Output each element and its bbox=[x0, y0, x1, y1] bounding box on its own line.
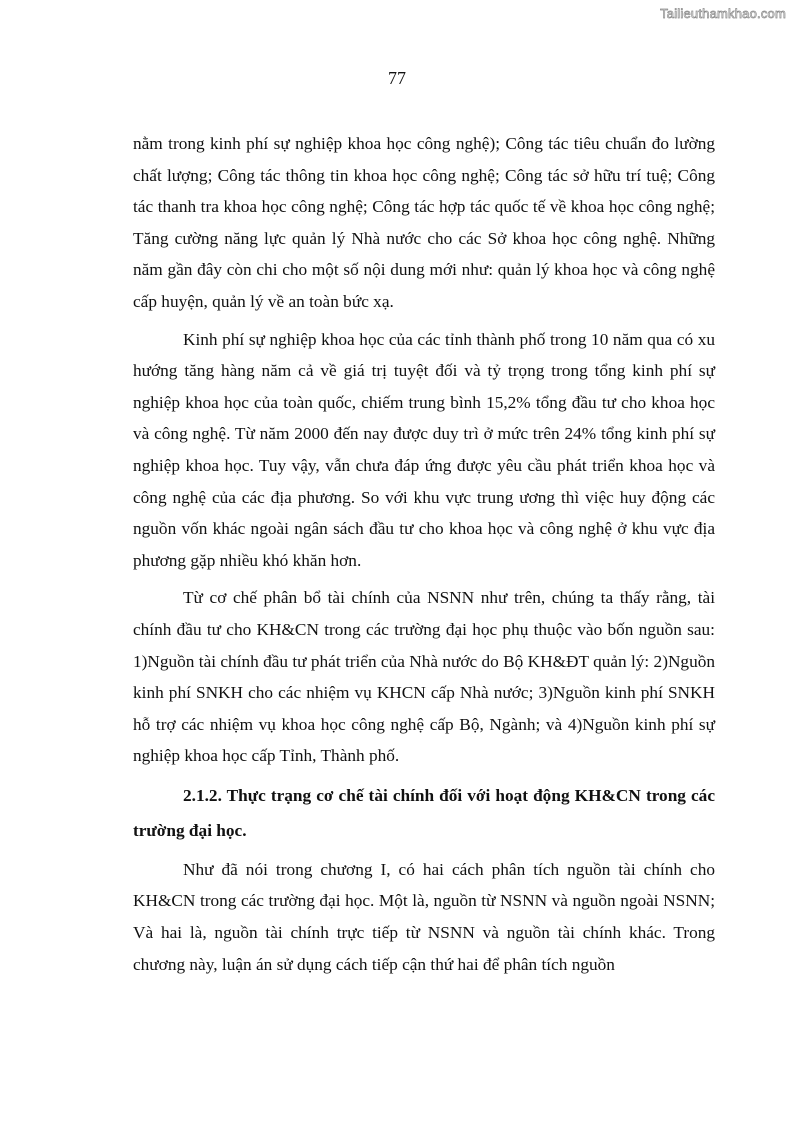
paragraph-1: nằm trong kinh phí sự nghiệp khoa học công nghệ); Công tác tiêu chuẩn đo lường chất lượng; Công tác thông tin khoa học công nghệ; Công tác sở hữu trí tuệ; Công tác thanh tra khoa học công nghệ; Công tác hợp tác quốc tế về khoa học công nghệ; Tăng cường năng lực quản lý Nhà nước cho các Sở khoa học công nghệ. Những năm gần đây còn chi cho một số nội dung mới như: quản lý khoa học và công nghệ cấp huyện, quản lý về an toàn bức xạ. bbox=[133, 134, 715, 311]
paragraph-4: Như đã nói trong chương I, có hai cách phân tích nguồn tài chính cho KH&CN trong các trường đại học. Một là, nguồn từ NSNN và nguồn ngoài NSNN; Và hai là, nguồn tài chính trực tiếp từ NSNN và nguồn tài chính khác. Trong chương này, luận án sử dụng cách tiếp cận thứ hai để phân tích nguồn bbox=[133, 859, 715, 974]
page-number: 77 bbox=[388, 68, 406, 88]
paragraph-3: Từ cơ chế phân bổ tài chính của NSNN như trên, chúng ta thấy rằng, tài chính đầu tư cho KH&CN trong các trường đại học phụ thuộc vào bốn nguồn sau: 1)Nguồn tài chính đầu tư phát triển của Nhà nước do Bộ KH&ĐT quản lý: 2)Nguồn kinh phí SNKH cho các nhiệm vụ KHCN cấp Nhà nước; 3)Nguồn kinh phí SNKH hỗ trợ các nhiệm vụ khoa học công nghệ cấp Bộ, Ngành; và 4)Nguồn kinh phí sự nghiệp khoa học cấp Tỉnh, Thành phố. bbox=[133, 588, 715, 766]
paragraph-2: Kinh phí sự nghiệp khoa học của các tỉnh thành phố trong 10 năm qua có xu hướng tăng hàng năm cả về giá trị tuyệt đối và tỷ trọng trong tổng kinh phí sự nghiệp khoa học của toàn quốc, chiếm trung bình 15,2% tổng đầu tư cho khoa học và công nghệ. Từ năm 2000 đến nay được duy trì ở mức trên 24% tổng kinh phí sự nghiệp khoa học. Tuy vậy, vẫn chưa đáp ứng được yêu cầu phát triển khoa học và công nghệ của các địa phương. So với khu vực trung ương thì việc huy động các nguồn vốn khác ngoài ngân sách đầu tư cho khoa học và công nghệ ở khu vực địa phương gặp nhiều khó khăn hơn. bbox=[133, 329, 715, 570]
watermark: Tailieuthamkhao.com bbox=[660, 6, 786, 21]
section-heading: 2.1.2. Thực trạng cơ chế tài chính đối với hoạt động KH&CN trong các trường đại học. bbox=[133, 785, 715, 840]
document-body bbox=[133, 128, 715, 986]
